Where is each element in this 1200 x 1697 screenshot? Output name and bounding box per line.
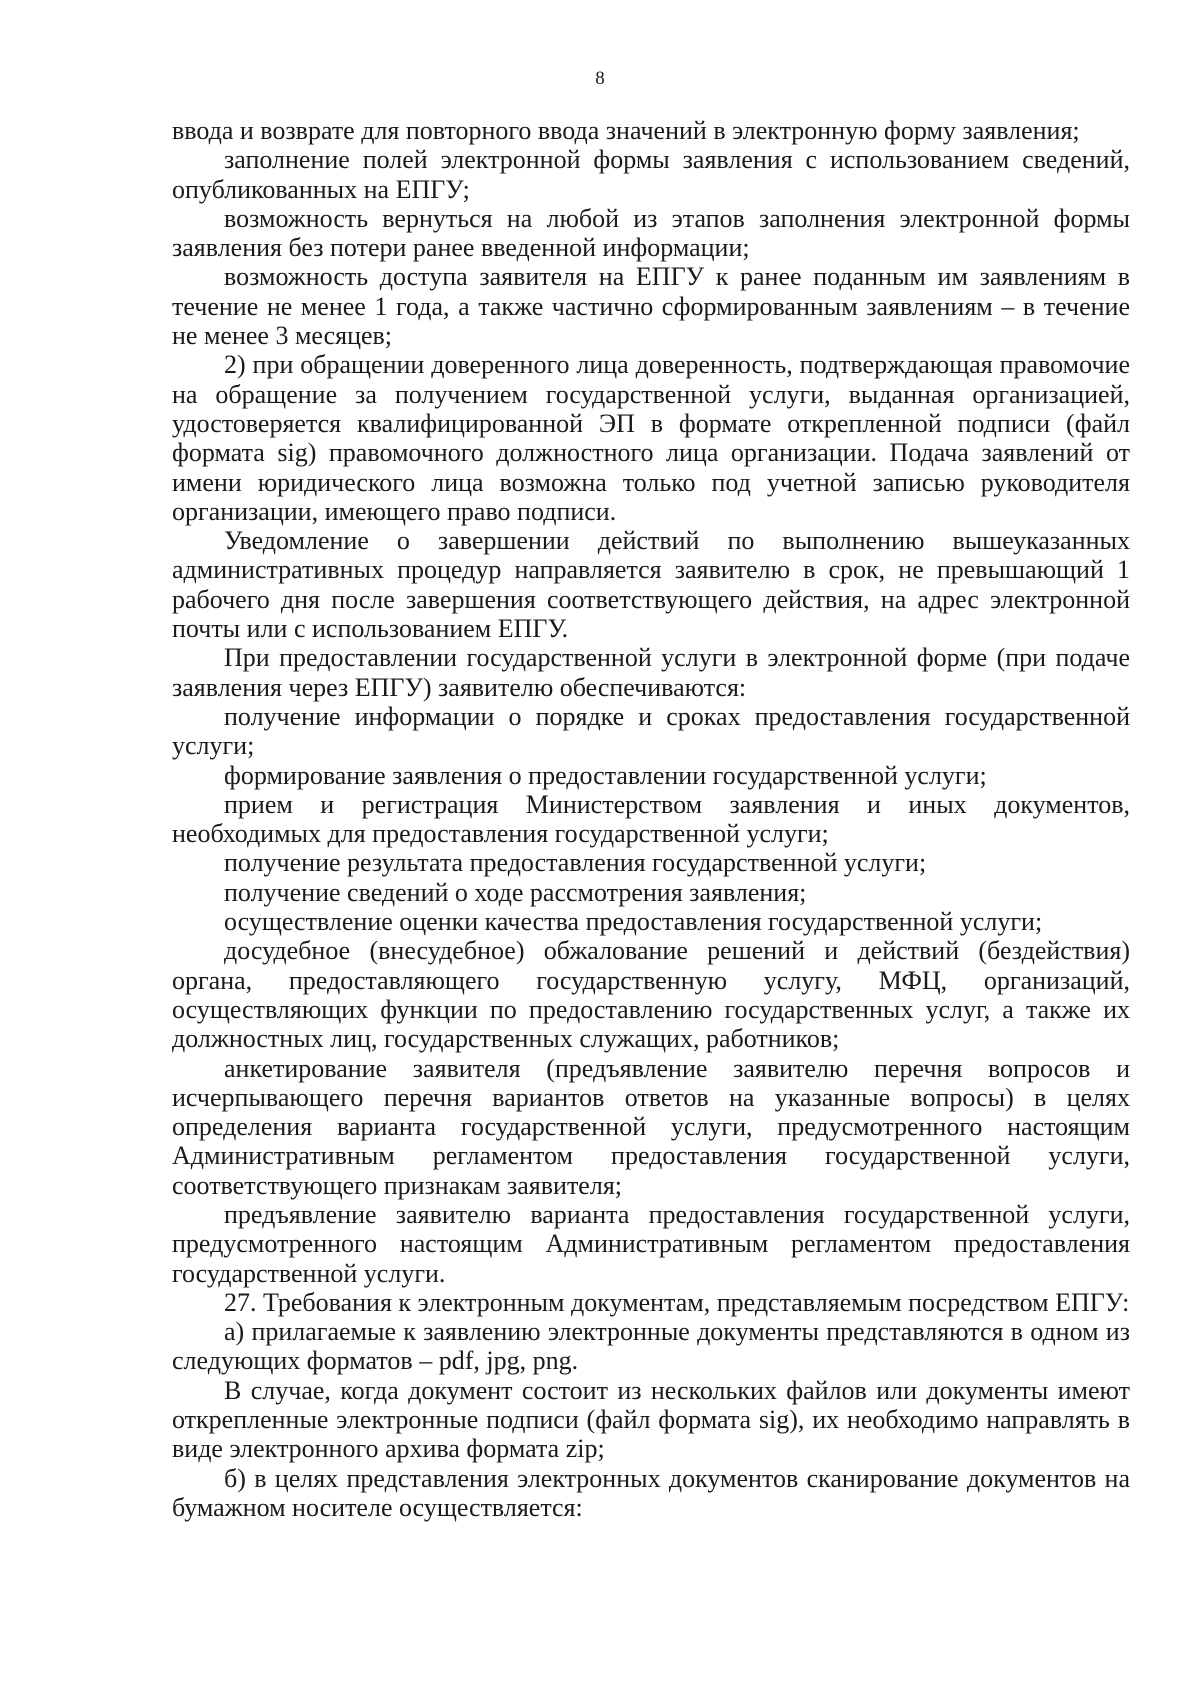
paragraph: прием и регистрация Министерством заявления и иных документов, необходимых для предоставления государственной услуги; — [172, 789, 1130, 849]
paragraph: предъявление заявителю варианта предоставления государственной услуги, предусмотренного настоящим Административным регламентом предоставления государственной услуги. — [172, 1199, 1130, 1288]
paragraph: получение результата предоставления государственной услуги; — [224, 848, 927, 878]
document-body — [172, 116, 1130, 1522]
paragraph: ввода и возврате для повторного ввода значений в электронную форму заявления; — [172, 116, 1080, 145]
paragraph: возможность доступа заявителя на ЕПГУ к ранее поданным им заявлениям в течение не менее 1 года, а также частично сформированным заявлениям – в течение не менее 3 месяцев; — [172, 262, 1130, 351]
paragraph: осуществление оценки качества предоставления государственной услуги; — [224, 907, 1043, 937]
paragraph: получение сведений о ходе рассмотрения заявления; — [224, 877, 807, 907]
paragraph: При предоставлении государственной услуги в электронной форме (при подаче заявления через ЕПГУ) заявителю обеспечиваются: — [172, 643, 1130, 702]
paragraph: 27. Требования к электронным документам, представляемым посредством ЕПГУ: — [224, 1287, 1130, 1317]
paragraph: В случае, когда документ состоит из нескольких файлов или документы имеют открепленные электронные подписи (файл формата sig), их необходимо направлять в виде электронного архива формата zip; — [172, 1375, 1130, 1464]
paragraph: досудебное (внесудебное) обжалование решений и действий (бездействия) органа, предоставляющего государственную услугу, МФЦ, организаций, осуществляющих функции по предоставлению государственных услуг, а также их должностных лиц, государственных служащих, работников; — [172, 936, 1130, 1054]
page-number: 8 — [595, 68, 605, 89]
paragraph: Уведомление о завершении действий по выполнению вышеуказанных административных процедур направляется заявителю в срок, не превышающий 1 рабочего дня после завершения соответствующего действия, на адрес электронной почты или с использованием ЕПГУ. — [172, 526, 1130, 644]
paragraph: заполнение полей электронной формы заявления с использованием сведений, опубликованных на ЕПГУ; — [172, 145, 1130, 204]
paragraph: а) прилагаемые к заявлению электронные документы представляются в одном из следующих форматов – pdf, jpg, png. — [172, 1317, 1130, 1376]
paragraph: анкетирование заявителя (предъявление заявителю перечня вопросов и исчерпывающего перечня вариантов ответов на указанные вопросы) в целях определения варианта государственной услуги, предусмотренного настоящим Административным регламентом предоставления государственной услуги, соответствующего признакам заявителя; — [172, 1053, 1130, 1200]
paragraph: возможность вернуться на любой из этапов заполнения электронной формы заявления без потери ранее введенной информации; — [172, 203, 1130, 263]
paragraph: формирование заявления о предоставлении государственной услуги; — [224, 760, 987, 790]
paragraph: 2) при обращении доверенного лица доверенность, подтверждающая правомочие на обращение за получением государственной услуги, выданная организацией, удостоверяется квалифицированной ЭП в формате открепленной подписи (файл формата sig) правомочного должностного лица организации. Подача заявлений от имени юридического лица возможна только под учетной записью руководителя организации, имеющего право подписи. — [172, 350, 1130, 526]
paragraph: получение информации о порядке и сроках предоставления государственной услуги; — [172, 701, 1130, 761]
paragraph: б) в целях представления электронных документов сканирование документов на бумажном носителе осуществляется: — [172, 1463, 1130, 1522]
